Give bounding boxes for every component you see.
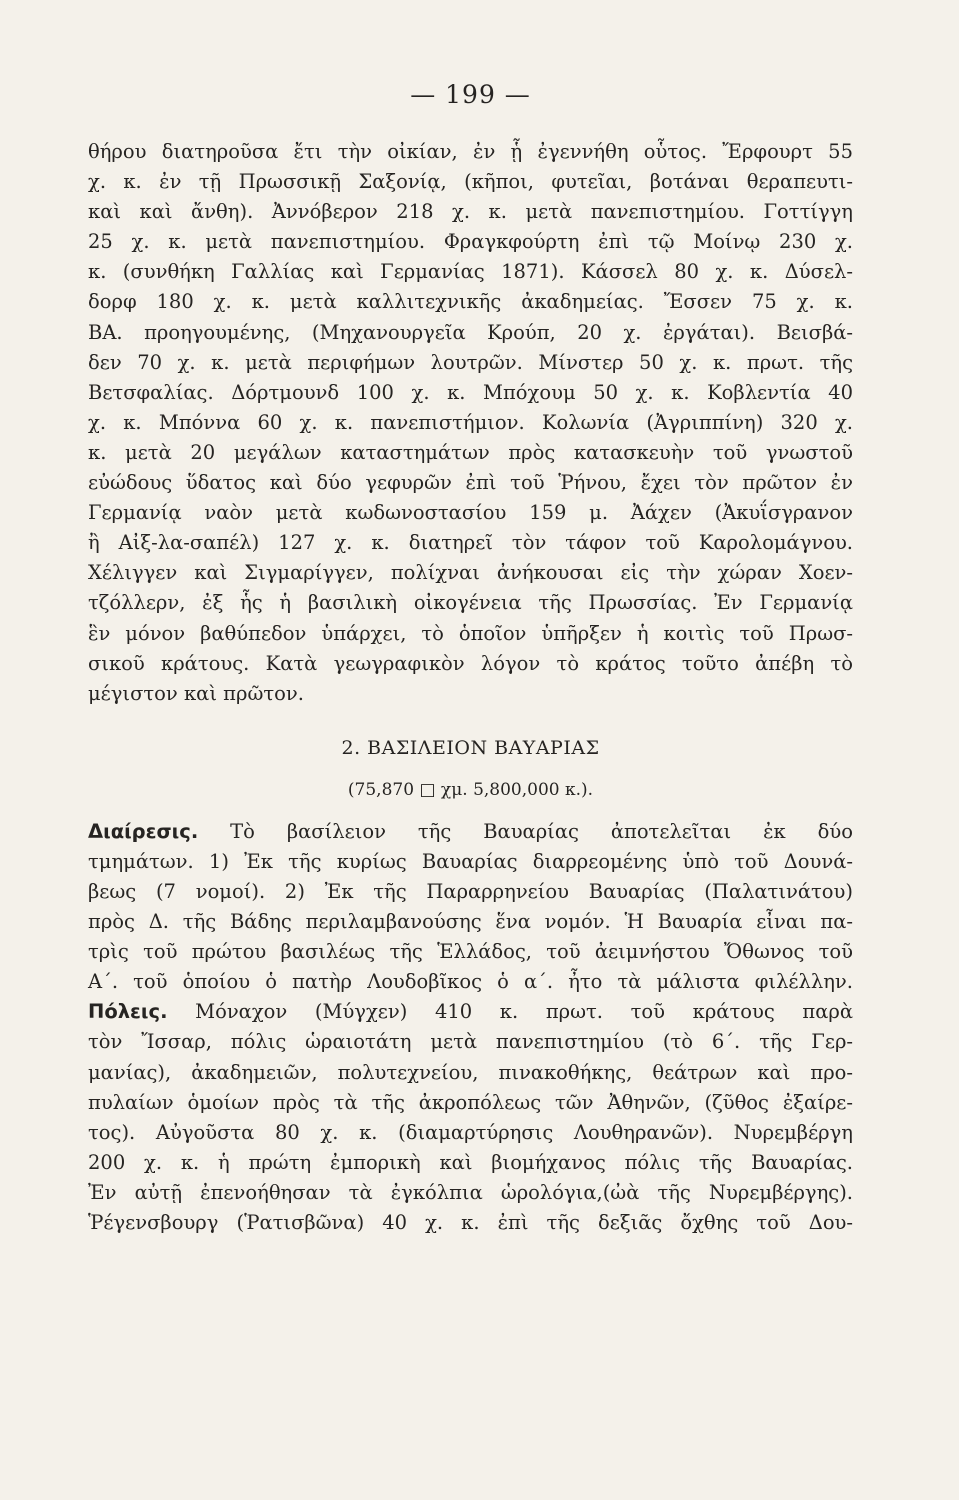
text-line: εὐώδους ὕδατος καὶ δύο γεφυρῶν ἐπὶ τοῦ Ῥήνου, ἔχει τὸν πρῶτον ἐν — [88, 471, 853, 495]
text-line: τος). Αὐγοῦστα 80 χ. κ. (διαμαρτύρησις Λουθηρανῶν). Νυρεμβέργη — [88, 1120, 853, 1144]
page — [88, 80, 853, 1238]
page-number: — 199 — — [410, 80, 531, 109]
text-line: Α΄. τοῦ ὁποίου ὁ πατὴρ Λουδοβῖκος ὁ α΄. ἦτο τὰ μάλιστα φιλέλλην. — [88, 970, 853, 994]
lead-word: Διαίρεσις. — [88, 819, 199, 843]
line-text: Μόναχον (Μύγχεν) 410 κ. πρωτ. τοῦ κράτους παρὰ — [167, 1000, 853, 1024]
text-line: καὶ καὶ ἄνθη). Ἀννόβερον 218 χ. κ. μετὰ πανεπιστημίου. Γοττίγγη — [88, 200, 853, 224]
text-line: Ῥέγενσβουργ (Ῥατισβῶνα) 40 χ. κ. ἐπὶ τῆς δεξιᾶς ὄχθης τοῦ Δου- — [88, 1211, 853, 1234]
text-line: τζόλλερν, ἐξ ἧς ἡ βασιλικὴ οἰκογένεια τῆς Πρωσσίας. Ἐν Γερμανίᾳ — [88, 591, 853, 615]
text-line: ἓν μόνον βαθύπεδον ὑπάρχει, τὸ ὁποῖον ὑπῆρξεν ἡ κοιτὶς τοῦ Πρωσ- — [88, 621, 853, 645]
text-line: τρὶς τοῦ πρώτου βασιλέως τῆς Ἑλλάδος, τοῦ ἀειμνήστου Ὄθωνος τοῦ — [88, 940, 853, 964]
text-line: τμημάτων. 1) Ἐκ τῆς κυρίως Βαυαρίας διαρρεομένης ὑπὸ τοῦ Δουνά- — [88, 849, 853, 873]
text-line: Ἐν αὐτῇ ἐπενοήθησαν τὰ ἐγκόλπια ὡρολόγια,(ὠὰ τῆς Νυρεμβέργης). — [88, 1180, 853, 1204]
text-line: 200 χ. κ. ἡ πρώτη ἐμπορικὴ καὶ βιομήχανος πόλις τῆς Βαυαρίας. — [88, 1150, 853, 1174]
text-line — [88, 817, 853, 847]
text-line: δορφ 180 χ. κ. μετὰ καλλιτεχνικῆς ἀκαδημείας. Ἔσσεν 75 χ. κ. — [88, 290, 853, 314]
text-line: θήρου διατηροῦσα ἔτι τὴν οἰκίαν, ἐν ᾗ ἐγεννήθη οὗτος. Ἔρφουρτ 55 — [88, 140, 853, 163]
text-line: Βετσφαλίας. Δόρτμουνδ 100 χ. κ. Μπόχουμ 50 χ. κ. Κοβλεντία 40 — [88, 380, 853, 404]
text-line: μέγιστον καὶ πρῶτον. — [88, 681, 304, 705]
paragraph-cities — [88, 997, 853, 1238]
text-line: Γερμανίᾳ ναὸν μετὰ κωδωνοστασίου 159 μ. Ἀάχεν (Ἀκυΐσγρανον — [88, 501, 853, 525]
text-line: ΒΑ. προηγουμένης, (Μηχανουργεῖα Κρούπ, 20 χ. ἐργάται). Βεισβά- — [88, 320, 853, 344]
text-line: δεν 70 χ. κ. μετὰ περιφήμων λουτρῶν. Μίνστερ 50 χ. κ. πρωτ. τῆς — [88, 350, 853, 374]
text-line: πρὸς Δ. τῆς Βάδης περιλαμβανούσης ἕνα νομόν. Ἡ Βαυαρία εἶναι πα- — [88, 910, 853, 934]
text-line: χ. κ. ἐν τῇ Πρωσσικῇ Σαξονίᾳ, (κῆποι, φυτεῖαι, βοτάναι θεραπευτι- — [88, 170, 853, 194]
text-line: Χέλιγγεν καὶ Σιγμαρίγγεν, πολίχναι ἀνήκουσαι εἰς τὴν χώραν Χοεν- — [88, 561, 853, 585]
lead-word: Πόλεις. — [88, 1000, 168, 1024]
text-line: 25 χ. κ. μετὰ πανεπιστημίου. Φραγκφούρτη ἐπὶ τῷ Μοίνῳ 230 χ. — [88, 230, 853, 254]
text-line: σικοῦ κράτους. Κατὰ γεωγραφικὸν λόγον τὸ κράτος τοῦτο ἀπέβη τὸ — [88, 651, 853, 675]
text-line: χ. κ. Μπόννα 60 χ. κ. πανεπιστήμιον. Κολωνία (Ἀγριππίνη) 320 χ. — [88, 410, 853, 434]
text-line: πυλαίων ὁμοίων πρὸς τὰ τῆς ἀκροπόλεως τῶν Ἀθηνῶν, (ζῦθος ἐξαίρε- — [88, 1090, 853, 1114]
text-line: ἢ Αἰξ-λα-σαπέλ) 127 χ. κ. διατηρεῖ τὸν τάφον τοῦ Καρολομάγνου. — [88, 531, 853, 555]
paragraph-division — [88, 817, 853, 998]
text-line: κ. (συνθήκη Γαλλίας καὶ Γερμανίας 1871). Κάσσελ 80 χ. κ. Δύσελ- — [88, 260, 853, 284]
line-text: Τὸ βασίλειον τῆς Βαυαρίας ἀποτελεῖται ἐκ δύο — [198, 819, 853, 843]
section-heading: 2. ΒΑΣΙΛΕΙΟΝ ΒΑΥΑΡΙΑΣ — [341, 736, 600, 759]
paragraph-prussia — [88, 137, 853, 709]
text-line: τὸν Ἴσσαρ, πόλις ὡραιοτάτη μετὰ πανεπιστημίου (τὸ 6΄. τῆς Γερ- — [88, 1030, 853, 1054]
text-line: μανίας), ἀκαδημειῶν, πολυτεχνείου, πινακοθήκης, θεάτρων καὶ προ- — [88, 1060, 853, 1084]
text-line: κ. μετὰ 20 μεγάλων καταστημάτων πρὸς κατασκευὴν τοῦ γνωστοῦ — [88, 440, 853, 464]
section-subheading: (75,870 □ χμ. 5,800,000 κ.). — [347, 779, 594, 800]
text-line: βεως (7 νομοί). 2) Ἐκ τῆς Παραρρηνείου Βαυαρίας (Παλατινάτου) — [88, 879, 853, 903]
text-line — [88, 997, 853, 1027]
